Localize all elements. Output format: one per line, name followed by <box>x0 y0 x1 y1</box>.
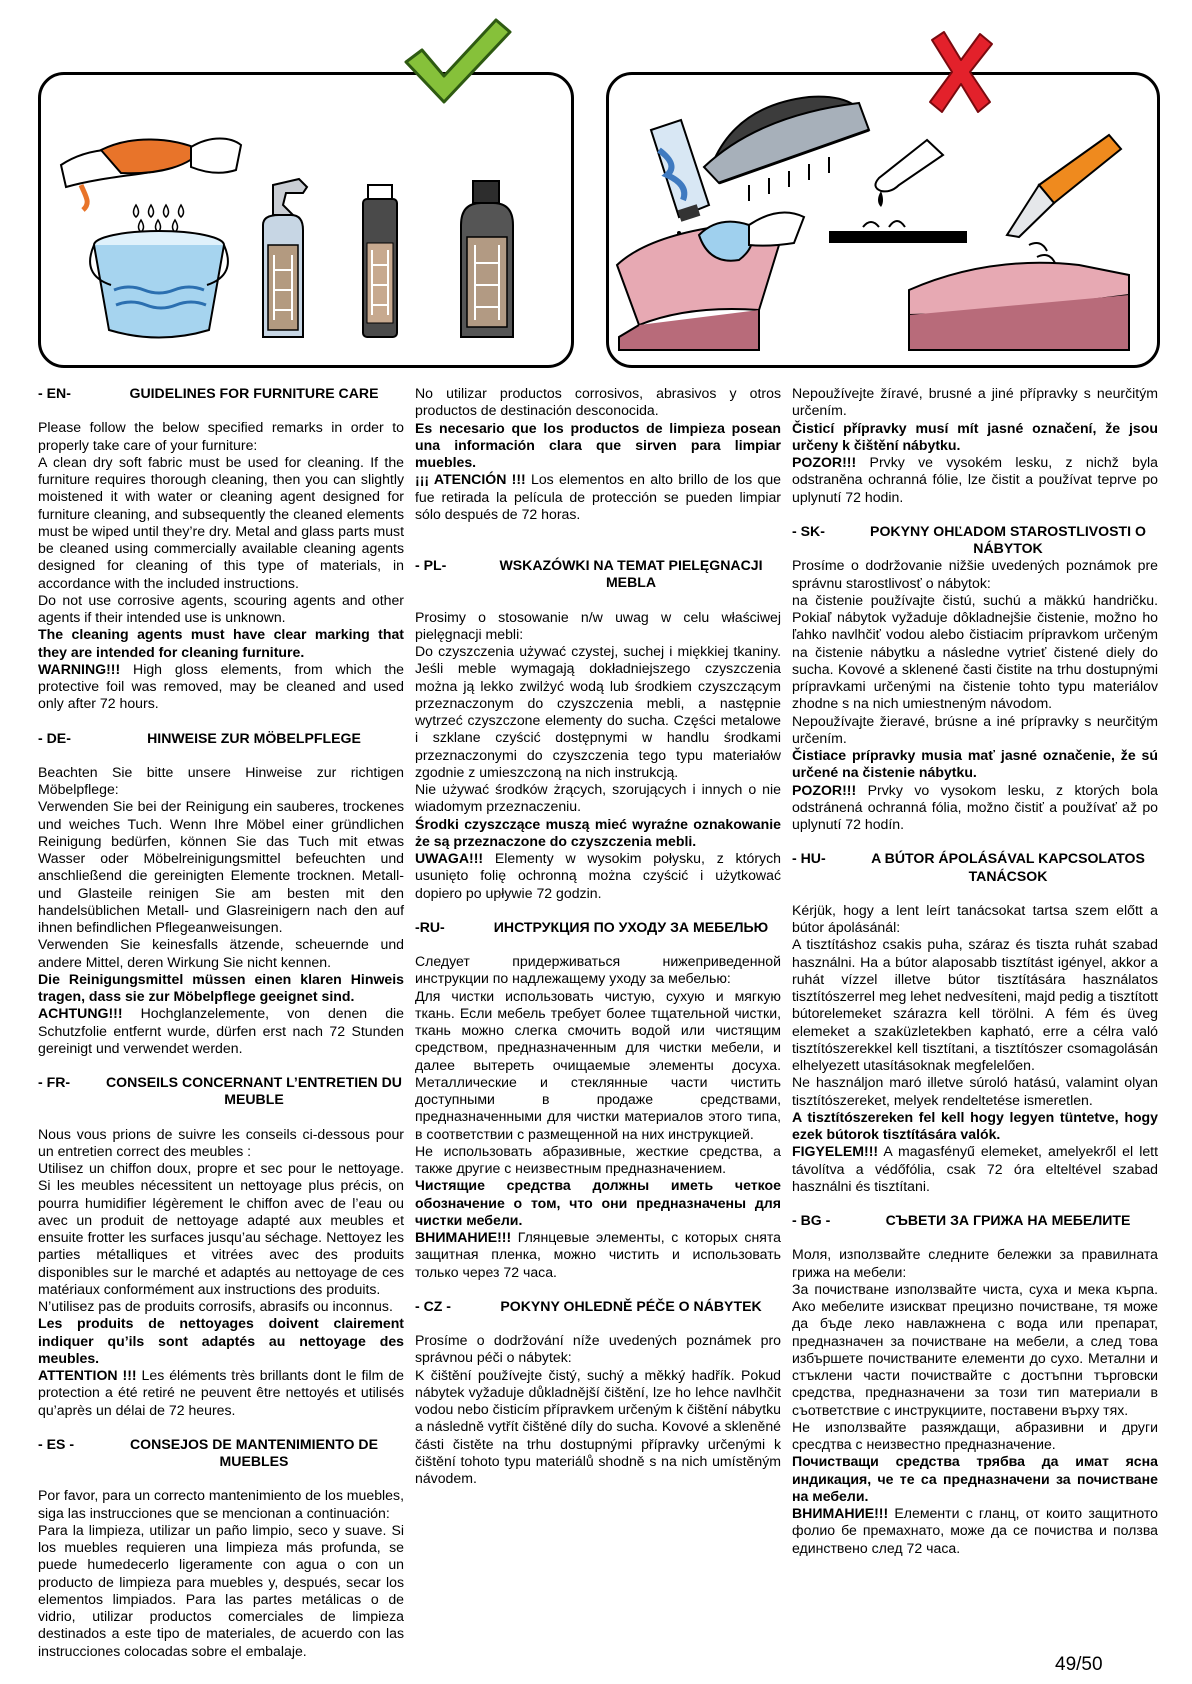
sk-bold-note: Čistiace prípravky musia mať jasné označenie, že sú určené na čistenie nábytku. <box>792 747 1158 781</box>
cz-intro: Prosíme o dodržování níže uvedených poznámek pro správnou péči o nábytek: <box>415 1332 781 1366</box>
check-mark-icon <box>400 14 515 109</box>
allowed-care-illustration <box>41 75 571 365</box>
furniture-icon <box>617 225 1129 350</box>
section-heading-sk: - SK- POKYNY OHĽADOM STAROSTLIVOSTI O NÁBYTOK <box>792 522 1146 556</box>
aerosol-can-icon <box>363 185 397 337</box>
cz-paragraph-2: Nepoužívejte žíravé, brusné a jiné přípravky s neurčitým určením. <box>792 385 1158 419</box>
forbidden-care-illustration <box>609 75 1157 365</box>
cutter-knife-icon <box>1007 135 1121 263</box>
section-heading-hu: - HU- A BÚTOR ÁPOLÁSÁVAL KAPCSOLATOS TANÁCSOK <box>792 850 1145 884</box>
de-bold-note: Die Reinigungsmittel müssen einen klaren Hinweis tragen, dass sie zur Möbelpflege geeignet sind. <box>38 970 404 1004</box>
cleaner-bottle-icon <box>461 181 513 337</box>
pl-warning: UWAGA!!! Elementy w wysokim połysku, z których usunięto folię ochronną można czyścić i użytkować dopiero po upływie 72 godzin. <box>415 850 781 901</box>
en-bold-note: The cleaning agents must have clear marking that they are intended for cleaning furniture. <box>38 626 404 660</box>
allowed-care-panel <box>38 72 574 368</box>
section-heading-en: - EN- GUIDELINES FOR FURNITURE CARE <box>38 385 379 401</box>
fr-paragraph-1: Utilisez un chiffon doux, propre et sec pour le nettoyage. Si les meubles nécessitent un nettoyage plus précis, on pourra humidifier légèrement le chiffon avec de l’eau ou avec un produit de nettoyage adapté aux meubles et ensuite frotter les surfaces jusqu’au séchage. Nettoyez les parties métalliques et vitrées avec des produits disponibles sur le marché et adaptés au nettoyage de ces matériaux conformément aux instructions des produits. <box>38 1160 404 1297</box>
es-bold-note: Es necesario que los productos de limpieza posean una información clara que sirven para limpiar muebles. <box>415 419 781 470</box>
de-intro: Beachten Sie bitte unsere Hinweise zur richtigen Möbelpflege: <box>38 763 404 797</box>
bg-paragraph-1: За почистване използвайте чиста, суха и мека кърпа. Ако мебелите изискват прецизно почистване, тя може да бъде леко навлажнена с вода или препарат, предназначен за почистване на мебели, а след това избършете почистваните елементи до сухо. Метални и стъклени части почиствайте с достъпни търговски средства, предназначени за този тип материали в съответствие с инструкциите, поставени върху тях. <box>792 1280 1158 1418</box>
section-heading-bg: - BG - СЪВЕТИ ЗА ГРИЖА НА МЕБЕЛИТЕ <box>792 1212 1131 1228</box>
de-paragraph-1: Verwenden Sie bei der Reinigung ein sauberes, trockenes und weiches Tuch. Wenn Ihre Möbel einer gründlichen Reinigung bedürfen, können Sie das Tuch mit etwas Wasser oder Möbelreinigungsmittel befeuchten und anschließend die gereinigten Elemente trocknen. Metall- und Glasteile reinigen Sie am besten mit den handelsüblichen Metall- und Glasreinigern nach den auf ihnen befindlichen Pflegeanweisungen. <box>38 798 404 935</box>
fr-intro: Nous vous prions de suivre les conseils ci-dessous pour un entretien correct des meubles : <box>38 1125 404 1159</box>
ru-intro: Следует придерживаться нижеприведенной инструкции по надлежащему уходу за мебелью: <box>415 953 781 987</box>
es-paragraph-1: Para la limpieza, utilizar un paño limpio, seco y suave. Si los muebles requieren una limpieza más profunda, se puede humedecerlo ligeramente con agua o con un producto de limpieza para muebles y, después, secar los elementos limpiados. Para las partes metálicas o de vidrio, utilizar productos comerciales de limpieza destinados a este tipo de materiales, de acuerdo con las instrucciones colocadas sobre el embalaje. <box>38 1521 404 1659</box>
cz-paragraph-1: K čištění používejte čistý, suchý a měkký hadřík. Pokud nábytek vyžaduje důkladnější čištění, lze ho lehce navlhčit vodou nebo čisticím přípravkem určeným k čištění nábytku a následně vytřít čištěné díly do sucha. Kovové a skleněné části čistěte na trhu dostupnými přípravky určenými k čištění tohoto typu materiálů shodně s na nich umístěným návodem. <box>415 1366 781 1486</box>
pl-paragraph-2: Nie używać środków żrących, szorujących i innych o nie wiadomym przeznaczeniu. <box>415 781 781 815</box>
section-heading-de: - DE- HINWEISE ZUR MÖBELPFLEGE <box>38 729 361 746</box>
spray-bottle-icon <box>263 179 307 337</box>
forbidden-care-panel <box>606 72 1160 368</box>
bg-warning: ВНИМАНИЕ!!! Елементи с гланц, от които защитното фолио бе премахнато, може да се почиства и ползва единствено след 72 часа. <box>792 1505 1158 1556</box>
bg-paragraph-2: Не използвайте разяждащи, абразивни и други сресдтва с неизвестно предназначение. <box>792 1418 1158 1452</box>
hu-intro: Kérjük, hogy a lent leírt tanácsokat tartsa szem előtt a bútor ápolásánál: <box>792 901 1158 935</box>
text-column-3 <box>792 385 1158 1557</box>
text-column-2 <box>415 385 781 1487</box>
hu-paragraph-1: A tisztításhoz csakis puha, száraz és tiszta ruhát szabad használni. Ha a bútor alaposabb tisztítást igényel, akkor a ruhát vízzel illetve bútor tisztítására használatos tisztítószerrel meg lehet nedvesíteni, majd pedig a tisztított bútorelemeket szárazra kell törölni. A fém és üveg elemeket a szaküzletekben kapható, erre a célra való tisztítószerekkel kell tisztítani, a tisztítószer csomagolásán elhelyezett utasításoknak megfelelően. <box>792 936 1158 1073</box>
bg-intro: Моля, използвайте следните бележки за правилната грижа на мебели: <box>792 1246 1158 1280</box>
ru-bold-note: Чистящие средства должны иметь четкое обозначение о том, что они предназначены для чистки мебели. <box>415 1177 781 1228</box>
sk-paragraph-1: na čistenie používajte čistú, suchú a mäkkú handričku. Pokiaľ nábytok vyžaduje dôkladnejšie čistenie, možno ho ľahko navlhčiť vodou alebo čistiacim prípravkom určeným na čistenie nábytku a následne vytrieť čistené diely do sucha. Kovové a sklenené časti čistite na trhu dostupnými prípravkami určenými na čistenie tohto typu materiálov zhodne s na nich umiestneným návodom. <box>792 591 1158 712</box>
sk-warning: POZOR!!! Prvky vo vysokom lesku, z ktorých bola odstránená ochranná fólia, možno čistiť a používať až po uplynutí 72 hodín. <box>792 781 1158 832</box>
ru-paragraph-2: Не использовать абразивные, жесткие средства, а также другие с неизвестным предназначением. <box>415 1142 781 1176</box>
iron-icon <box>704 97 869 201</box>
sk-intro: Prosíme o dodržovanie nižšie uvedených poznámok pre správnu starostlivosť o nábytok: <box>792 557 1158 591</box>
hu-warning: FIGYELEM!!! A magasfényű elemeket, amelyekről el lett távolítva a védőfólia, csak 72 óra elteltével szabad használni és tisztítani. <box>792 1143 1158 1194</box>
en-paragraph-2: Do not use corrosive agents, scouring agents and other agents if their intended use is unknown. <box>38 591 404 625</box>
pl-bold-note: Środki czyszczące muszą mieć wyraźne oznakowanie że są przeznaczone do czyszczenia mebli. <box>415 815 781 849</box>
hu-paragraph-2: Ne használjon maró illetve súroló hatású, valamint olyan tisztítószereket, melyek rendeltetése ismeretlen. <box>792 1074 1158 1108</box>
section-heading-es: - ES - CONSEJOS DE MANTENIMIENTO DE MUEBLES <box>38 1435 378 1469</box>
water-drops-icon <box>134 205 184 232</box>
de-paragraph-2: Verwenden Sie keinesfalls ätzende, scheuernde und andere Mittel, deren Wirkung Sie nicht kennen. <box>38 936 404 970</box>
en-paragraph-1: A clean dry soft fabric must be used for cleaning. If the furniture requires thorough cleaning, then you can slightly moistened it with water or cleaning agent designed for furniture cleaning, and subsequently the cleaned elements must be wiped until they’re dry. Metal and glass parts must be cleaned using commercially available cleaning agents designed for cleaning of this type of materials, in accordance with the included instructions. <box>38 453 404 591</box>
es-intro: Por favor, para un correcto mantenimiento de los muebles, siga las instrucciones que se mencionan a continuación: <box>38 1487 404 1521</box>
ru-warning: ВНИМАНИЕ!!! Глянцевые элементы, с которых снята защитная пленка, можно чистить и использовать только через 72 часа. <box>415 1229 781 1280</box>
bg-bold-note: Почистващи средства трябва да имат ясна индикация, че те са предназначени за почистване на мебели. <box>792 1453 1158 1504</box>
en-intro: Please follow the below specified remarks in order to properly take care of your furniture: <box>38 419 404 453</box>
section-heading-ru: -RU- ИНСТРУКЦИЯ ПО УХОДУ ЗА МЕБЕЛЬЮ <box>415 918 769 935</box>
section-heading-pl: - PL- WSKAZÓWKI NA TEMAT PIELĘGNACJI MEBLA <box>415 557 763 591</box>
pl-intro: Prosimy o stosowanie n/w uwag w celu właściwej pielęgnacji mebli: <box>415 608 781 642</box>
section-heading-cz: - CZ - POKYNY OHLEDNĚ PÉČE O NÁBYTEK <box>415 1297 762 1314</box>
es-warning: ¡¡¡ ATENCIÓN !!! Los elementos en alto brillo de los que fue retirada la película de protección se pueden limpiar sólo después de 72 horas. <box>415 471 781 522</box>
hu-bold-note: A tisztítószereken fel kell hogy legyen tüntetve, hogy ezek bútorok tisztítására valók. <box>792 1108 1158 1142</box>
es-paragraph-2: No utilizar productos corrosivos, abrasivos y otros productos de destinación desconocida. <box>415 385 781 419</box>
test-tube-icon <box>829 140 967 243</box>
ru-paragraph-1: Для чистки использовать чистую, сухую и мягкую ткань. Если мебель требует более тщательной чистки, ткань можно слегка смочить водой или чистящим средством, предназначенным для чистки мебели, и далее вытереть очищаемые элементы досуха. Металлические и стеклянные части чистить доступными в продаже средствами, предназначенными для чистки материалов этого типа, в соответствии с размещенной на них инструкцией. <box>415 987 781 1142</box>
fr-bold-note: Les produits de nettoyages doivent clairement indiquer qu’ils sont adaptés au nettoyage des meubles. <box>38 1315 404 1366</box>
page-number: 49/50 <box>1055 1654 1103 1675</box>
cz-bold-note: Čisticí přípravky musí mít jasné označení, že jsou určeny k čištění nábytku. <box>792 419 1158 453</box>
de-warning: ACHTUNG!!! Hochglanzelemente, von denen die Schutzfolie entfernt wurde, dürfen erst nach 72 Stunden gereinigt und verwendet werden. <box>38 1005 404 1056</box>
pl-paragraph-1: Do czyszczenia używać czystej, suchej i miękkiej tkaniny. Jeśli meble wymagają dokładniejszego czyszczenia można ją lekko zwilżyć wodą lub środkiem czyszczącym przeznaczonym do czyszczenia mebli, a następnie wytrzeć czyszczone elementy do sucha. Części metalowe i szklane czyścić dostępnymi w handlu środkami przeznaczonymi do czyszczenia tego typu materiałów zgodnie z umieszczoną na nich instrukcją. <box>415 643 781 780</box>
section-heading-fr: - FR- CONSEILS CONCERNANT L’ENTRETIEN DU MEUBLE <box>38 1074 402 1108</box>
cross-mark-icon <box>926 30 996 114</box>
bucket-icon <box>90 231 228 338</box>
en-warning: WARNING!!! High gloss elements, from which the protective foil was removed, may be cleaned and used only after 72 hours. <box>38 660 404 712</box>
fr-warning: ATTENTION !!! Les éléments très brillants dont le film de protection a été retiré ne peuvent être nettoyés et utilisés qu’après un délai de 72 heures. <box>38 1367 404 1418</box>
hand-wringing-cloth-icon <box>61 139 241 211</box>
sk-paragraph-2: Nepoužívajte žieravé, brúsne a iné prípravky s neurčitým určením. <box>792 712 1158 746</box>
text-column-1 <box>38 385 404 1660</box>
fr-paragraph-2: N’utilisez pas de produits corrosifs, abrasifs ou inconnus. <box>38 1298 393 1314</box>
cz-warning: POZOR!!! Prvky ve vysokém lesku, z nichž byla odstraněna ochranná fólie, lze čistit a používat teprve po uplynutí 72 hodin. <box>792 454 1158 505</box>
